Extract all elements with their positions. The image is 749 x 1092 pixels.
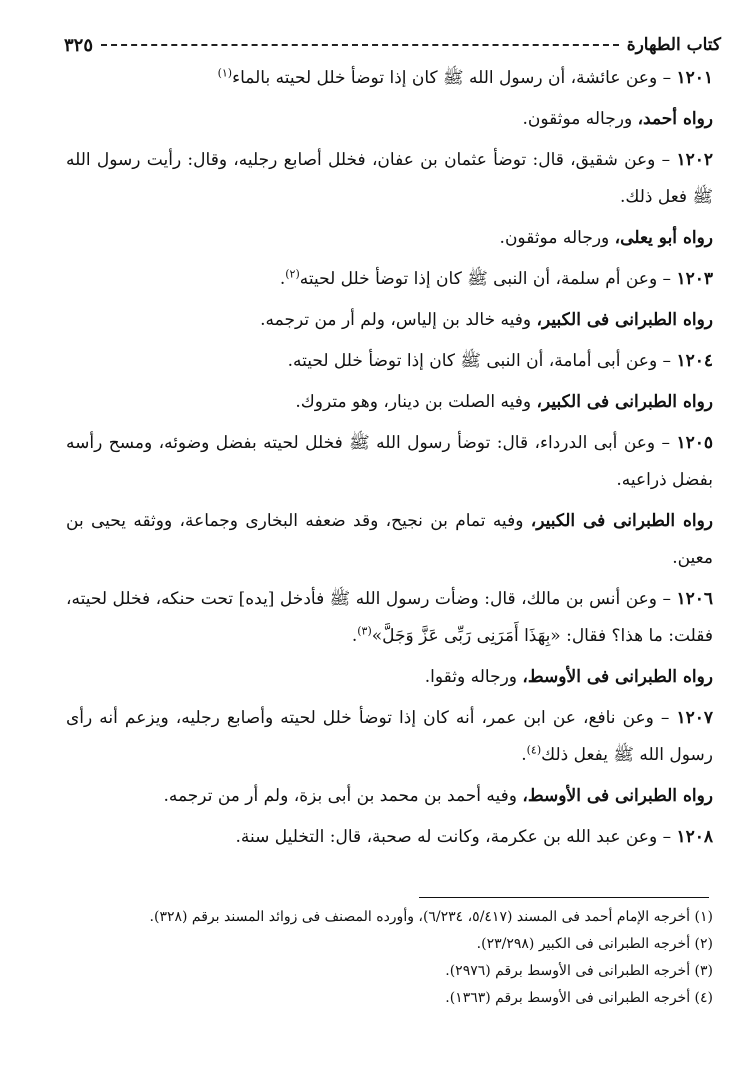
hadith-entry xyxy=(66,343,713,380)
footnote: (٤) أخرجه الطبرانى فى الأوسط برقم (١٣٦٣). xyxy=(445,990,713,1006)
hadith-entry xyxy=(66,142,713,216)
hadith-number: ١٢٠٢ xyxy=(676,150,713,170)
header-dashed-rule xyxy=(101,44,619,46)
page-body xyxy=(66,60,713,860)
hadith-number: ١٢٠١ xyxy=(676,68,713,88)
source-note: وفيه خالد بن إلياس، ولم أر من ترجمه. xyxy=(260,310,537,330)
hadith-entry xyxy=(66,60,713,97)
source-line xyxy=(66,220,713,257)
source-name: رواه أبو يعلى، xyxy=(614,228,713,248)
hadith-text: – وعن نافع، عن ابن عمر، أنه كان إذا توضأ خلل لحيته وأصابع رجليه، ويزعم أنه رأى رسول الله ﷺ يفعل ذلك xyxy=(66,708,713,765)
page-header xyxy=(64,30,721,60)
hadith-text-end: . xyxy=(351,626,358,646)
hadith-number: ١٢٠٤ xyxy=(676,351,713,371)
footnote: (٢) أخرجه الطبرانى فى الكبير (٢٣/٢٩٨). xyxy=(476,936,713,952)
source-line xyxy=(66,778,713,815)
footnote: (٣) أخرجه الطبرانى فى الأوسط برقم (٢٩٧٦). xyxy=(445,963,713,979)
source-name: رواه الطبرانى فى الكبير، xyxy=(536,310,713,330)
hadith-text: – وعن شقيق، قال: توضأ عثمان بن عفان، فخلل أصابع رجليه، وقال: رأيت رسول الله ﷺ فعل ذلك. xyxy=(66,150,713,207)
hadith-entry xyxy=(66,700,713,774)
hadith-entry xyxy=(66,819,713,856)
footnote-ref: (٣) xyxy=(357,624,372,638)
source-name: رواه أحمد، xyxy=(637,109,713,129)
source-name: رواه الطبرانى فى الكبير، xyxy=(530,511,714,531)
source-line xyxy=(66,659,713,696)
source-line xyxy=(66,302,713,339)
source-note: وفيه تمام بن نجيح، وقد ضعفه البخارى وجماعة، ووثقه يحيى بن معين. xyxy=(66,511,713,568)
source-note: وفيه أحمد بن محمد بن أبى بزة، ولم أر من ترجمه. xyxy=(163,786,523,806)
hadith-number: ١٢٠٧ xyxy=(676,708,713,728)
hadith-text-end: . xyxy=(279,269,286,289)
hadith-text: – وعن أنس بن مالك، قال: وضأت رسول الله ﷺ فأدخل [يده] تحت حنكه، فخلل لحيته، فقلت: ما هذا؟ فقال: «بِهَذَا أَمَرَنِى رَبِّى عَزَّ وَجَلَّ» xyxy=(66,589,713,646)
footnote-ref: (٢) xyxy=(285,267,300,281)
hadith-entry xyxy=(66,261,713,298)
hadith-text: – وعن أبى الدرداء، قال: توضأ رسول الله ﷺ فخلل لحيته بفضل وضوئه، ومسح رأسه بفضل ذراعيه. xyxy=(66,433,713,490)
page-number: ٣٢٥ xyxy=(64,34,94,56)
source-name: رواه الطبرانى فى الكبير، xyxy=(536,392,713,412)
hadith-number: ١٢٠٦ xyxy=(676,589,713,609)
hadith-number: ١٢٠٥ xyxy=(676,433,713,453)
source-note: وفيه الصلت بن دينار، وهو متروك. xyxy=(295,392,537,412)
hadith-text: – وعن أبى أمامة، أن النبى ﷺ كان إذا توضأ خلل لحيته. xyxy=(287,351,677,371)
footnote-ref: (٤) xyxy=(526,743,542,757)
source-line xyxy=(66,503,713,577)
footnote-separator xyxy=(419,897,709,898)
source-note: ورجاله وثقوا. xyxy=(424,667,523,687)
footnote: (١) أخرجه الإمام أحمد فى المسند (٥/٤١٧، ٦/٢٣٤)، وأورده المصنف فى زوائد المسند برقم (٣٢٨). xyxy=(149,909,713,925)
hadith-text-end: . xyxy=(521,745,527,765)
source-name: رواه الطبرانى فى الأوسط، xyxy=(522,667,713,687)
hadith-entry xyxy=(66,425,713,499)
running-title: كتاب الطهارة xyxy=(626,35,721,55)
hadith-text: – وعن عبد الله بن عكرمة، وكانت له صحبة، قال: التخليل سنة. xyxy=(235,827,677,847)
hadith-number: ١٢٠٣ xyxy=(676,269,713,289)
source-note: ورجاله موثقون. xyxy=(499,228,615,248)
footnote-ref: (١) xyxy=(217,66,233,80)
hadith-text: – وعن عائشة، أن رسول الله ﷺ كان إذا توضأ خلل لحيته بالماء xyxy=(232,68,677,88)
source-line xyxy=(66,101,713,138)
hadith-entry xyxy=(66,581,713,655)
hadith-number: ١٢٠٨ xyxy=(676,827,713,847)
source-line xyxy=(66,384,713,421)
source-name: رواه الطبرانى فى الأوسط، xyxy=(522,786,713,806)
footnotes xyxy=(66,904,713,1012)
source-note: ورجاله موثقون. xyxy=(522,109,638,129)
hadith-text: – وعن أم سلمة، أن النبى ﷺ كان إذا توضأ خلل لحيته xyxy=(299,269,677,289)
